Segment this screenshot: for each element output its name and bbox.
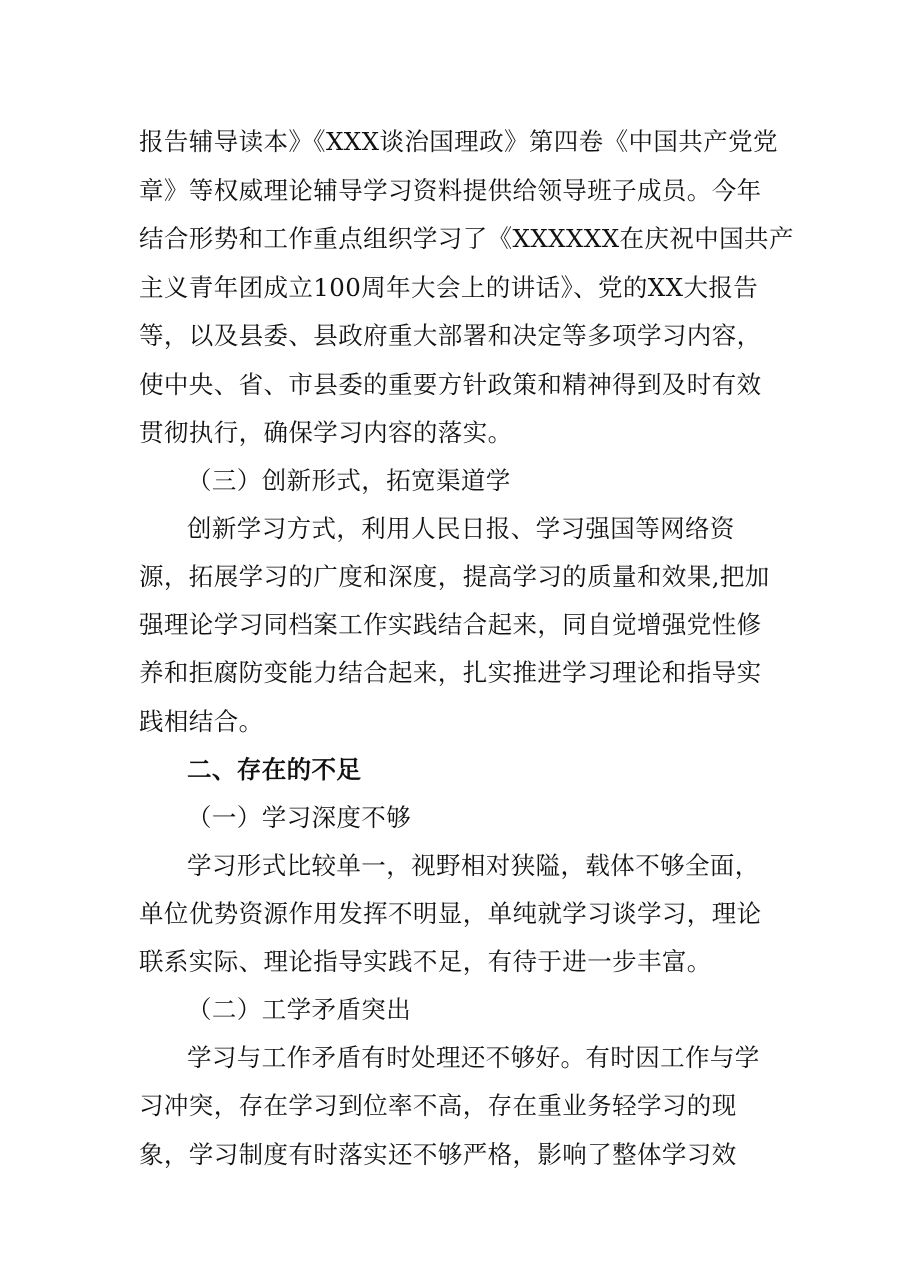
paragraph-line: 主义青年团成立100周年大会上的讲话》、党的XX大报告 bbox=[139, 273, 759, 302]
paragraph-line: 强理论学习同档案工作实践结合起来，同自觉增强党性修 bbox=[139, 610, 762, 639]
subsection-heading: （二）工学矛盾突出 bbox=[187, 995, 412, 1024]
paragraph-line: 联系实际、理论指导实践不足，有待于进一步丰富。 bbox=[139, 947, 712, 976]
paragraph-line: 学习形式比较单一，视野相对狭隘，载体不够全面， bbox=[187, 851, 760, 880]
subsection-heading: （三）创新形式，拓宽渠道学 bbox=[187, 466, 511, 495]
paragraph-line: 贯彻执行，确保学习内容的落实。 bbox=[139, 418, 513, 447]
paragraph-line: 象，学习制度有时落实还不够严格，影响了整体学习效 bbox=[139, 1140, 737, 1169]
paragraph-line: 践相结合。 bbox=[139, 707, 264, 736]
paragraph-line: 报告辅导读本》《XXX谈治国理政》第四卷《中国共产党党 bbox=[139, 127, 778, 156]
paragraph-line: 习冲突，存在学习到位率不高，存在重业务轻学习的现 bbox=[139, 1091, 737, 1120]
paragraph-line: 养和拒腐防变能力结合起来，扎实推进学习理论和指导实 bbox=[139, 658, 762, 687]
subsection-heading: （一）学习深度不够 bbox=[187, 803, 412, 832]
section-heading: 二、存在的不足 bbox=[187, 755, 362, 784]
paragraph-line: 源，拓展学习的广度和深度，提高学习的质量和效果,把加 bbox=[139, 562, 770, 591]
paragraph-line: 结合形势和工作重点组织学习了《XXXXXX在庆祝中国共产 bbox=[139, 224, 794, 253]
paragraph-line: 等，以及县委、县政府重大部署和决定等多项学习内容， bbox=[139, 321, 762, 350]
paragraph-line: 使中央、省、市县委的重要方针政策和精神得到及时有效 bbox=[139, 370, 762, 399]
paragraph-line: 学习与工作矛盾有时处理还不够好。有时因工作与学 bbox=[187, 1043, 760, 1072]
paragraph-line: 创新学习方式，利用人民日报、学习强国等网络资 bbox=[187, 514, 735, 543]
paragraph-line: 单位优势资源作用发挥不明显，单纯就学习谈学习，理论 bbox=[139, 899, 762, 928]
paragraph-line: 章》等权威理论辅导学习资料提供给领导班子成员。今年 bbox=[139, 176, 762, 205]
